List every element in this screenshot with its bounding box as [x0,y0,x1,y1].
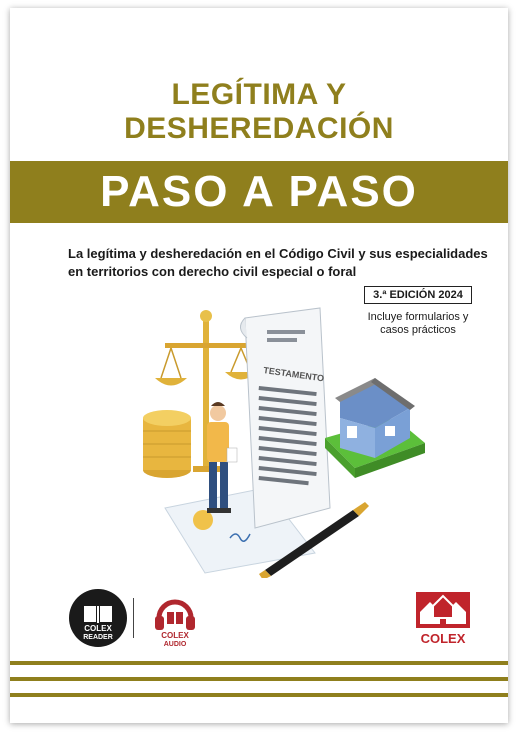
subtitle-line-1: La legítima y desheredación en el Código Civil y sus especialidades [68,246,488,261]
colex-audio-badge [145,588,205,648]
coins-icon [143,410,191,478]
badge-divider [133,598,134,638]
colex-logo [412,588,474,648]
will-document [240,308,330,528]
colex-reader-badge [68,588,128,648]
subtitle-line-2: en territorios con derecho civil especial o foral [68,264,357,279]
bottom-rule-2 [10,677,508,681]
band-title: PASO A PASO [100,167,418,216]
audio-label-1: COLEX [161,631,189,640]
reader-label-1: COLEX [84,624,112,633]
subtitle [68,245,488,281]
cover-illustration [135,298,435,578]
book-cover [10,8,508,723]
edition-box: 3.ª EDICIÓN 2024 [364,286,472,304]
publisher-name: COLEX [420,631,466,646]
audio-label-2: AUDIO [163,641,187,648]
open-book-icon [84,606,112,623]
colex-houses-icon [416,592,470,628]
includes-line-1: Incluye formularios y [367,311,469,323]
headphones-icon [155,602,195,630]
title-band [10,161,508,223]
reader-label-2: READER [83,634,113,641]
bottom-rule-3 [10,693,508,697]
bottom-rule-1 [10,661,508,665]
title-line-1: LEGÍTIMA Y [171,78,347,111]
title-line-2: DESHEREDACIÓN [124,112,394,145]
document-label: TESTAMENTO [262,365,325,384]
includes-line-2: casos prácticos [380,324,456,336]
house-icon [325,378,425,478]
